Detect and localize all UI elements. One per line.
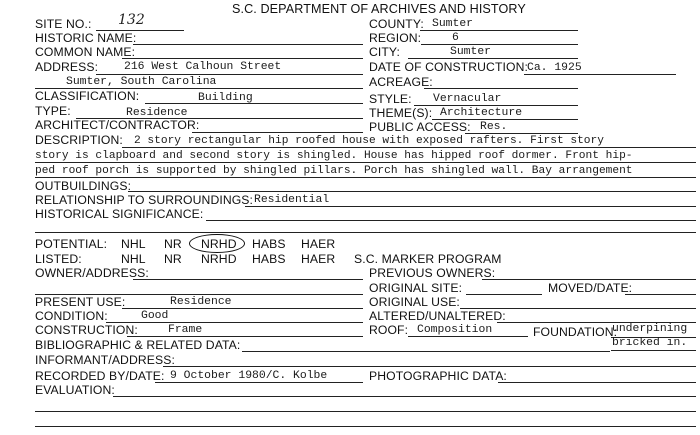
region-value: 6: [452, 32, 459, 44]
description-text-2: story is clapboard and second story is shingled. House has hipped roof dormer. Front hip-: [35, 150, 633, 162]
potential-nhl: NHL: [121, 237, 146, 251]
common-name-label: COMMON NAME:: [35, 45, 136, 59]
listed-haer: HAER: [301, 252, 336, 266]
potential-nr: NR: [164, 237, 182, 251]
bibliographic-label: BIBLIOGRAPHIC & RELATED DATA:: [35, 338, 241, 352]
description-text-3: ped roof porch is supported by shingled pillars. Porch has shingled wall. Bay arrangement: [35, 165, 633, 177]
condition-value: Good: [141, 310, 169, 322]
original-use-label: ORIGINAL USE:: [369, 295, 460, 309]
evaluation-line-1: [113, 396, 696, 397]
public-access-label: PUBLIC ACCESS:: [369, 120, 471, 134]
themes-label: THEME(S):: [369, 106, 433, 120]
recorded-by-value: 9 October 1980/C. Kolbe: [170, 370, 328, 382]
historical-significance-label: HISTORICAL SIGNIFICANCE:: [35, 207, 204, 221]
condition-label: CONDITION:: [35, 309, 108, 323]
classification-value: Building: [198, 92, 253, 104]
type-label: TYPE:: [35, 104, 71, 118]
region-label: REGION:: [369, 31, 422, 45]
evaluation-line-2: [35, 411, 696, 412]
architect-label: ARCHITECT/CONTRACTOR:: [35, 118, 200, 132]
potential-label: POTENTIAL:: [35, 237, 108, 251]
relationship-value: Residential: [254, 194, 330, 206]
historic-name-line: [133, 44, 363, 45]
city-line: [408, 58, 578, 59]
foundation-value-2: bricked in.: [612, 337, 688, 349]
description-text-1: 2 story rectangular hip roofed house with exposed rafters. First story: [134, 135, 604, 147]
listed-habs: HABS: [252, 252, 286, 266]
style-label: STYLE:: [369, 92, 412, 106]
present-use-line: [122, 308, 363, 309]
relationship-label: RELATIONSHIP TO SURROUNDINGS:: [35, 193, 254, 207]
classification-line: [145, 103, 363, 104]
address-value-2: Sumter, South Carolina: [66, 76, 217, 88]
recorded-by-label: RECORDED BY/DATE:: [35, 369, 165, 383]
present-use-value: Residence: [170, 296, 232, 308]
themes-value: Architecture: [440, 107, 523, 119]
moved-date-line: [625, 294, 696, 295]
nrhd-circle-mark: [189, 234, 245, 253]
construction-line: [127, 336, 363, 337]
historical-significance-line-2: [35, 232, 696, 233]
evaluation-label: EVALUATION:: [35, 383, 115, 397]
present-use-label: PRESENT USE:: [35, 295, 126, 309]
foundation-label: FOUNDATION:: [533, 325, 618, 339]
public-access-value: Res.: [480, 121, 508, 133]
owner-address-label: OWNER/ADDRESS:: [35, 266, 149, 280]
outbuildings-label: OUTBUILDINGS:: [35, 179, 132, 193]
historic-name-label: HISTORIC NAME:: [35, 31, 137, 45]
owner-address-line-1: [133, 279, 363, 280]
description-label: DESCRIPTION:: [35, 133, 123, 147]
site-no-value: 132: [118, 12, 145, 28]
potential-haer: HAER: [301, 237, 336, 251]
address-label: ADDRESS:: [35, 60, 99, 74]
moved-date-label: MOVED/DATE:: [548, 281, 633, 295]
photographic-line: [498, 382, 696, 383]
region-line: [421, 44, 578, 45]
potential-habs: HABS: [252, 237, 286, 251]
altered-label: ALTERED/UNALTERED:: [369, 309, 506, 323]
form-header: S.C. DEPARTMENT OF ARCHIVES AND HISTORY: [232, 2, 526, 16]
foundation-value-1: underpining: [612, 323, 688, 335]
foundation-line-2: [611, 350, 696, 351]
listed-nrhd: NRHD: [201, 252, 237, 266]
county-value: Sumter: [432, 18, 474, 30]
date-of-construction-value: Ca. 1925: [527, 62, 582, 74]
informant-label: INFORMANT/ADDRESS:: [35, 353, 175, 367]
acreage-line: [424, 88, 578, 89]
construction-value: Frame: [168, 324, 203, 336]
architect-line: [192, 132, 363, 133]
marker-program-label: S.C. MARKER PROGRAM: [354, 252, 502, 266]
site-no-label: SITE NO.:: [35, 17, 92, 31]
listed-nhl: NHL: [121, 252, 146, 266]
bibliographic-line: [242, 351, 610, 352]
style-value: Vernacular: [433, 93, 502, 105]
historical-significance-line-1: [206, 220, 696, 221]
address-value-1: 216 West Calhoun Street: [124, 61, 282, 73]
potential-nrhd: NRHD: [201, 237, 237, 251]
county-label: COUNTY:: [369, 17, 424, 31]
outbuildings-line: [128, 191, 696, 192]
type-value: Residence: [126, 107, 188, 119]
original-site-line: [466, 294, 542, 295]
roof-label: ROOF:: [369, 323, 409, 337]
city-value: Sumter: [450, 46, 492, 58]
previous-owners-line: [482, 279, 696, 280]
city-label: CITY:: [369, 45, 400, 59]
classification-label: CLASSIFICATION:: [35, 89, 140, 103]
informant-line: [163, 366, 696, 367]
roof-value: Composition: [417, 324, 493, 336]
original-site-label: ORIGINAL SITE:: [369, 281, 463, 295]
address-line-1: [96, 74, 363, 75]
listed-nr: NR: [164, 252, 182, 266]
evaluation-line-3: [35, 426, 696, 427]
construction-label: CONSTRUCTION:: [35, 323, 138, 337]
acreage-label: ACREAGE:: [369, 75, 433, 89]
date-of-construction-label: DATE OF CONSTRUCTION:: [369, 60, 528, 74]
common-name-line: [122, 58, 363, 59]
previous-owners-label: PREVIOUS OWNERS:: [369, 266, 496, 280]
listed-label: LISTED:: [35, 252, 82, 266]
photographic-label: PHOTOGRAPHIC DATA:: [369, 369, 507, 383]
